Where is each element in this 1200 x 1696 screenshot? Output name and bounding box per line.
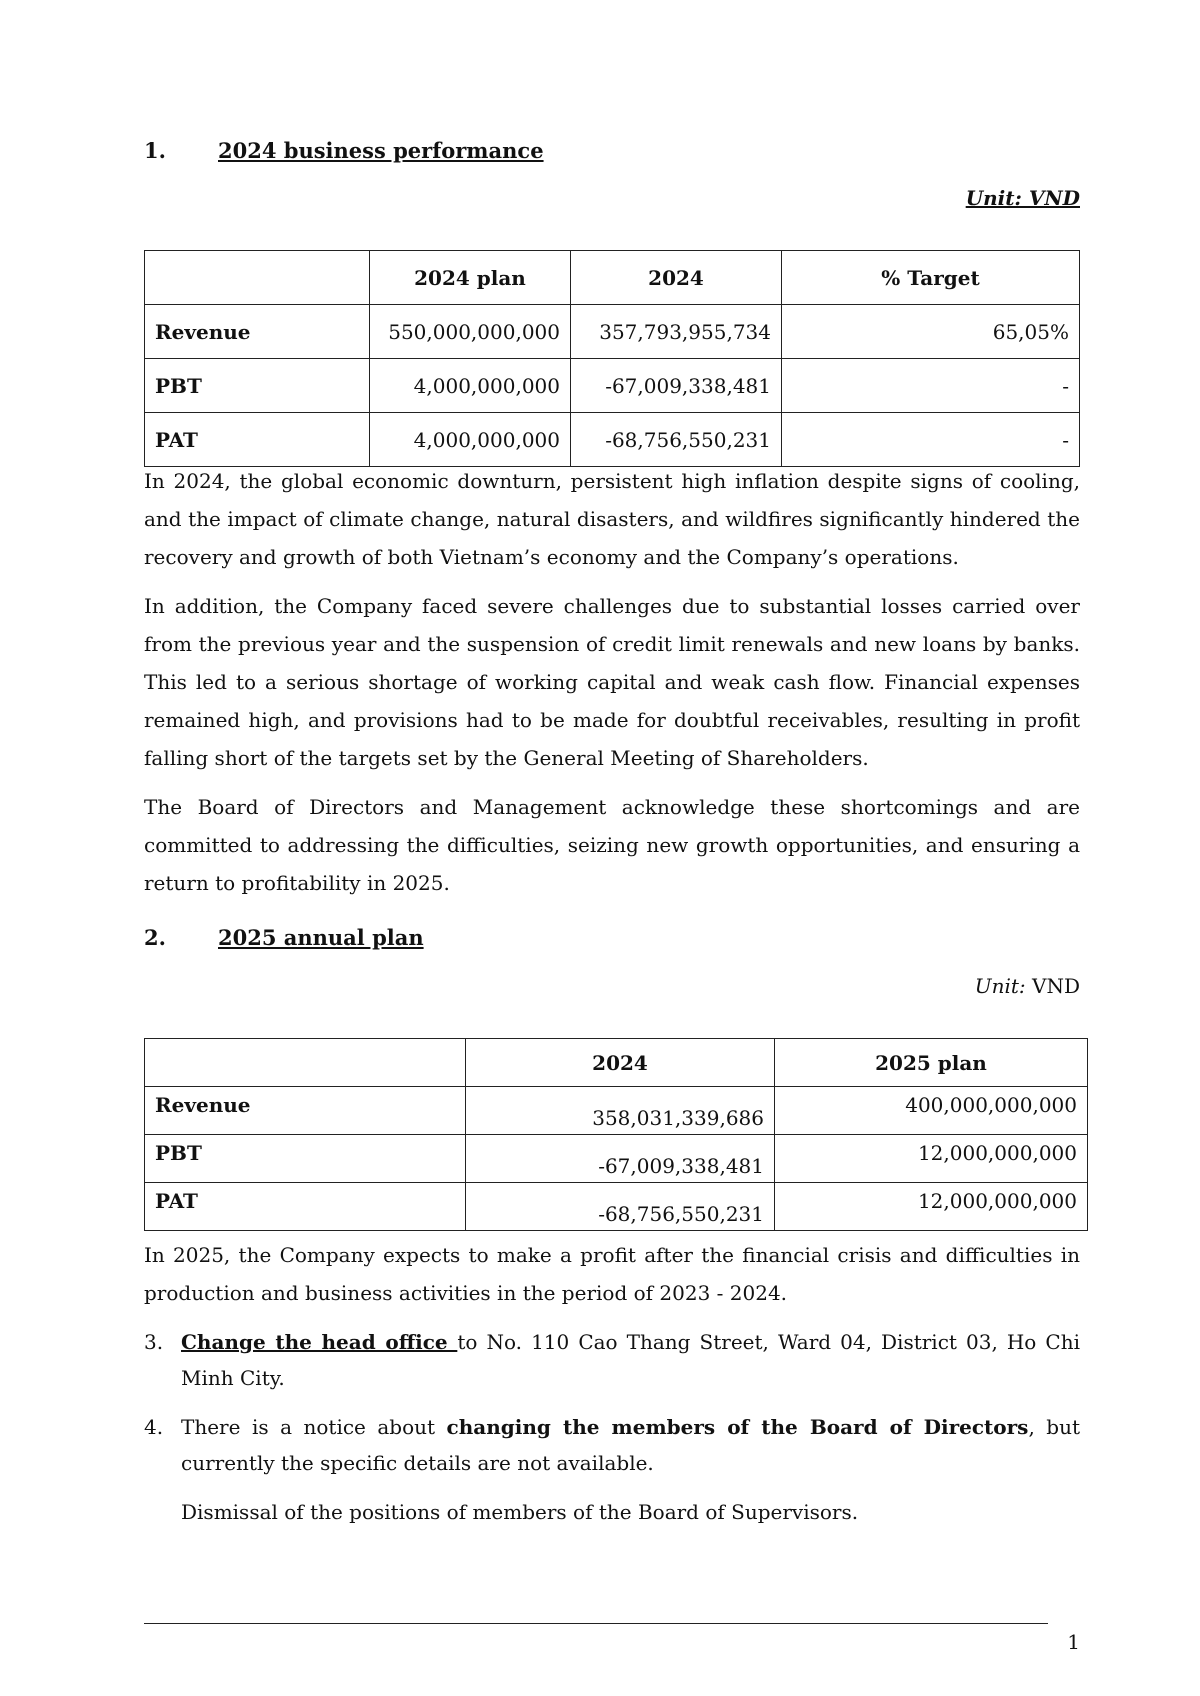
item-4-body — [181, 1409, 1080, 1481]
cell-actual: 357,793,955,734 — [571, 305, 782, 359]
item-3-body — [181, 1324, 1080, 1396]
table-row — [145, 413, 1080, 467]
item-4-number: 4. — [144, 1415, 164, 1439]
cell-plan: 4,000,000,000 — [370, 359, 571, 413]
section-1-unit: Unit: VND — [965, 186, 1080, 210]
section-1-title: 2024 business performance — [218, 138, 544, 163]
item-4-highlight: changing the members of the Board of Directors — [446, 1415, 1029, 1439]
item-3-text: to No. 110 Cao Thang Street, Ward 04, District 03, Ho Chi Minh City. — [181, 1330, 1080, 1390]
cell-2024: 358,031,339,686 — [466, 1087, 775, 1135]
document-page — [144, 0, 1080, 1696]
item-4-text-pre: There is a notice about — [181, 1415, 447, 1439]
table-header-cell: 2024 — [466, 1039, 775, 1087]
row-label: PAT — [145, 413, 370, 467]
paragraph: The Board of Directors and Management acknowledge these shortcomings and are committed to addressing the difficulties, seizing new growth opportunities, and ensuring a return to profitability in 2025. — [144, 795, 1080, 895]
paragraph: In 2024, the global economic downturn, persistent high inflation despite signs of cooling, and the impact of climate change, natural disasters, and wildfires significantly hindered the recovery and growth of both Vietnam’s economy and the Company’s operations. — [144, 469, 1080, 569]
cell-2024: -67,009,338,481 — [466, 1135, 775, 1183]
section-1-number: 1. — [144, 138, 166, 163]
table-row — [145, 1135, 1088, 1183]
section-2-number: 2. — [144, 925, 166, 950]
paragraph: In 2025, the Company expects to make a profit after the financial crisis and difficulties in production and business activities in the period of 2023 - 2024. — [144, 1243, 1080, 1305]
table-header-row — [145, 1039, 1088, 1087]
annual-plan-table-2025 — [144, 1038, 1088, 1231]
row-label: Revenue — [145, 305, 370, 359]
item-4-text-post: , but currently the specific details are not available. — [181, 1415, 1081, 1475]
cell-2025-plan: 12,000,000,000 — [775, 1183, 1088, 1231]
unit-value: VND — [1032, 974, 1080, 998]
table-header-cell — [145, 1039, 466, 1087]
paragraph: In addition, the Company faced severe challenges due to substantial losses carried over from the previous year and the suspension of credit limit renewals and new loans by banks. This led to a serious shortage of working capital and weak cash flow. Financial expenses remained high, and provisions had to be made for doubtful receivables, resulting in profit falling short of the targets set by the General Meeting of Shareholders. — [144, 594, 1080, 770]
cell-2025-plan: 400,000,000,000 — [775, 1087, 1088, 1135]
cell-target: 65,05% — [782, 305, 1080, 359]
row-label: PBT — [145, 1135, 466, 1183]
cell-plan: 4,000,000,000 — [370, 413, 571, 467]
item-3-highlight: Change the head office — [181, 1330, 458, 1354]
table-header-cell: 2025 plan — [775, 1039, 1088, 1087]
row-label: PAT — [145, 1183, 466, 1231]
section-2-heading — [144, 925, 424, 950]
row-label: Revenue — [145, 1087, 466, 1135]
cell-plan: 550,000,000,000 — [370, 305, 571, 359]
unit-label: Unit: — [974, 974, 1026, 998]
item-4 — [144, 1409, 1080, 1481]
table-header-cell — [145, 251, 370, 305]
section-2-title: 2025 annual plan — [218, 925, 424, 950]
table-row — [145, 305, 1080, 359]
cell-target: - — [782, 359, 1080, 413]
cell-actual: -67,009,338,481 — [571, 359, 782, 413]
table-header-cell: 2024 plan — [370, 251, 571, 305]
cell-2024: -68,756,550,231 — [466, 1183, 775, 1231]
table-header-cell: 2024 — [571, 251, 782, 305]
table-row — [145, 1087, 1088, 1135]
table-row — [145, 359, 1080, 413]
cell-2025-plan: 12,000,000,000 — [775, 1135, 1088, 1183]
table-header-cell: % Target — [782, 251, 1080, 305]
cell-target: - — [782, 413, 1080, 467]
item-4-followup — [144, 1494, 1080, 1530]
table-header-row — [145, 251, 1080, 305]
section-1-heading — [144, 138, 544, 163]
row-label: PBT — [145, 359, 370, 413]
section-2-unit — [975, 974, 1080, 998]
item-4-followup-text: Dismissal of the positions of members of the Board of Supervisors. — [181, 1500, 859, 1524]
item-3-number: 3. — [144, 1330, 164, 1354]
footer-divider — [144, 1623, 1048, 1624]
page-number: 1 — [1067, 1630, 1080, 1654]
performance-table-2024 — [144, 250, 1080, 467]
table-row — [145, 1183, 1088, 1231]
item-3 — [144, 1324, 1080, 1396]
cell-actual: -68,756,550,231 — [571, 413, 782, 467]
